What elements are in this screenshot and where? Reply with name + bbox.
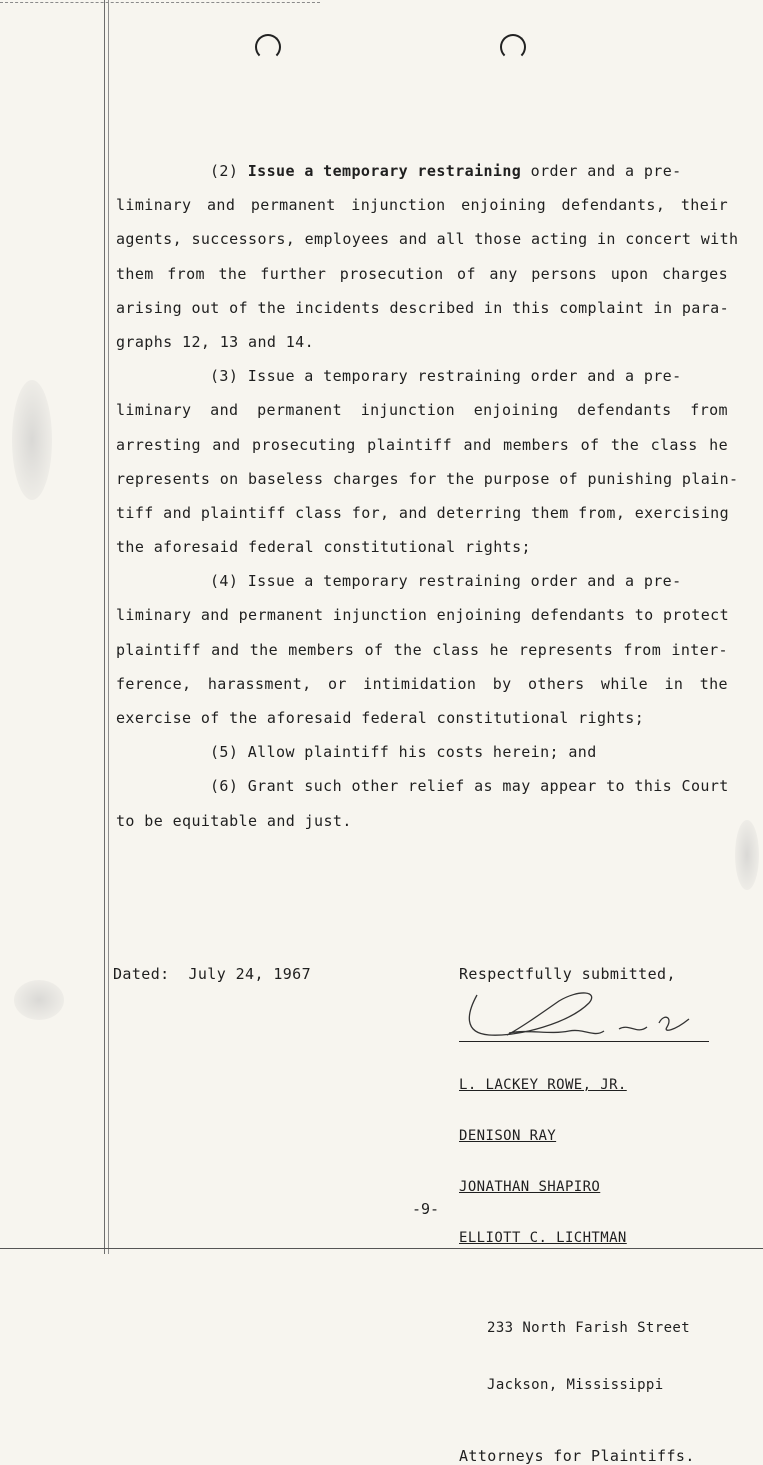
paragraph-2-line: (2) Issue a temporary restraining order and a pre- [210,162,682,180]
paragraph-number: (6) [210,777,239,796]
attorneys-for-line: Attorneys for Plaintiffs. [459,1447,695,1465]
paragraph-4-line: ference, harassment, or intimidation by others while in the [116,674,728,693]
paragraph-2-line: graphs 12, 13 and 14. [116,332,315,351]
attorney-name: DENISON RAY [459,1128,557,1144]
paragraph-3-line: (3) Issue a temporary restraining order and a pre- [210,367,682,386]
paragraph-6-line: (6) Grant such other relief as may appear to this Court [210,777,729,796]
attorney-name: L. LACKEY ROWE, JR. [459,1077,627,1093]
binder-hole-right [500,34,526,60]
address-line: Jackson, Mississippi [487,1377,664,1393]
paragraph-6-line: to be equitable and just. [116,811,352,830]
handwritten-signature [459,983,719,1043]
paragraph-3-line: arresting and prosecuting plaintiff and members of the class he [116,435,728,454]
date-line: Dated: July 24, 1967 [113,965,312,983]
page-bottom-edge [0,1248,763,1249]
paragraph-3-line: tiff and plaintiff class for, and deterring them from, exercising [116,503,729,522]
paragraph-3-line: liminary and permanent injunction enjoining defendants from [116,401,728,420]
prayer-for-relief [116,154,739,838]
paragraph-2-line: agents, successors, employees and all those acting in concert with [116,230,739,249]
scan-smudge [735,820,759,890]
address-block [459,1281,719,1433]
scan-edge [0,2,320,3]
signature-area [459,983,719,1043]
paragraph-number: (3) [210,367,239,386]
attorney-name: ELLIOTT C. LICHTMAN [459,1230,627,1246]
scan-smudge [14,980,64,1020]
paragraph-4-line: exercise of the aforesaid federal constitutional rights; [116,709,645,727]
attorney-name: JONATHAN SHAPIRO [459,1179,601,1195]
paragraph-number: (4) [210,572,239,591]
paragraph-2-line: liminary and permanent injunction enjoining defendants, their [116,196,728,215]
paragraph-4-line: liminary and permanent injunction enjoining defendants to protect [116,606,729,625]
paragraph-3-line: the aforesaid federal constitutional rights; [116,538,531,557]
paragraph-4-line: plaintiff and the members of the class he represents from inter- [116,640,728,659]
paragraph-5-line: (5) Allow plaintiff his costs herein; and [210,743,597,762]
paragraph-number: (5) [210,743,239,762]
paragraph-emphasis: Issue a temporary restraining [247,162,522,180]
paragraph-2-line: them from the further prosecution of any persons upon charges [116,264,728,283]
signature-rule [459,1041,709,1042]
paragraph-3-line: represents on baseless charges for the purpose of punishing plain- [116,469,739,488]
signature-block [459,965,719,1465]
attorney-list [459,1043,719,1281]
page-number: -9- [412,1200,440,1218]
binder-hole-left [255,34,281,60]
scan-smudge [12,380,52,500]
paragraph-4-line: (4) Issue a temporary restraining order and a pre- [210,572,682,591]
paragraph-2-line: arising out of the incidents described in this complaint in para- [116,298,729,317]
address-line: 233 North Farish Street [487,1320,691,1336]
closing-line: Respectfully submitted, [459,965,676,983]
paragraph-number: (2) [210,162,239,180]
margin-rule [104,0,109,1254]
